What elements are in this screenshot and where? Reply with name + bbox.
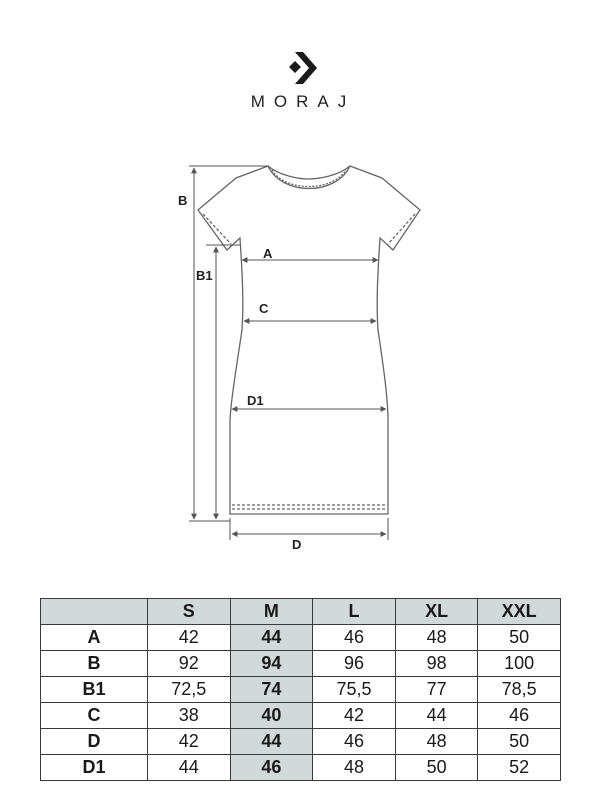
table-row [41, 677, 561, 703]
table-cell: 42 [313, 703, 396, 729]
table-cell: 46 [478, 703, 561, 729]
table-cell: 38 [148, 703, 231, 729]
table-cell: 100 [478, 651, 561, 677]
row-label: B [41, 651, 148, 677]
table-cell: 77 [395, 677, 478, 703]
table-cell: 44 [148, 755, 231, 781]
table-cell: 46 [313, 625, 396, 651]
label-d: D [292, 537, 302, 552]
table-header-row [41, 599, 561, 625]
row-label: C [41, 703, 148, 729]
table-cell: 48 [395, 729, 478, 755]
label-d1: D1 [247, 393, 264, 408]
table-cell: 96 [313, 651, 396, 677]
label-c: C [259, 301, 269, 316]
table-row [41, 703, 561, 729]
table-cell: 40 [230, 703, 313, 729]
row-label: D [41, 729, 148, 755]
table-cell: 50 [395, 755, 478, 781]
table-cell: 46 [313, 729, 396, 755]
row-label: B1 [41, 677, 148, 703]
header-cell-xl: XL [395, 599, 478, 625]
table-cell: 50 [478, 625, 561, 651]
table-cell: 72,5 [148, 677, 231, 703]
size-chart-table [40, 598, 561, 781]
label-b: B [178, 193, 188, 208]
table-cell: 52 [478, 755, 561, 781]
table-cell: 44 [395, 703, 478, 729]
header-cell-l: L [313, 599, 396, 625]
table-cell: 78,5 [478, 677, 561, 703]
table-cell: 50 [478, 729, 561, 755]
table-row [41, 755, 561, 781]
dress-outline [198, 166, 420, 514]
header-cell-s: S [148, 599, 231, 625]
table-row [41, 651, 561, 677]
measurement-lines [189, 166, 388, 540]
row-label: D1 [41, 755, 148, 781]
header-cell-blank [41, 599, 148, 625]
header-cell-m: M [230, 599, 313, 625]
table-row [41, 729, 561, 755]
row-label: A [41, 625, 148, 651]
table-cell: 44 [230, 625, 313, 651]
table-cell: 44 [230, 729, 313, 755]
table-row [41, 625, 561, 651]
table-cell: 48 [395, 625, 478, 651]
table-cell: 75,5 [313, 677, 396, 703]
table-cell: 42 [148, 729, 231, 755]
table-cell: 92 [148, 651, 231, 677]
table-cell: 94 [230, 651, 313, 677]
table-cell: 98 [395, 651, 478, 677]
table-cell: 74 [230, 677, 313, 703]
table-cell: 42 [148, 625, 231, 651]
label-a: A [263, 246, 273, 261]
header-cell-xxl: XXL [478, 599, 561, 625]
label-b1: B1 [196, 268, 213, 283]
table-cell: 46 [230, 755, 313, 781]
brand-name: MORAJ [250, 92, 356, 111]
table-cell: 48 [313, 755, 396, 781]
